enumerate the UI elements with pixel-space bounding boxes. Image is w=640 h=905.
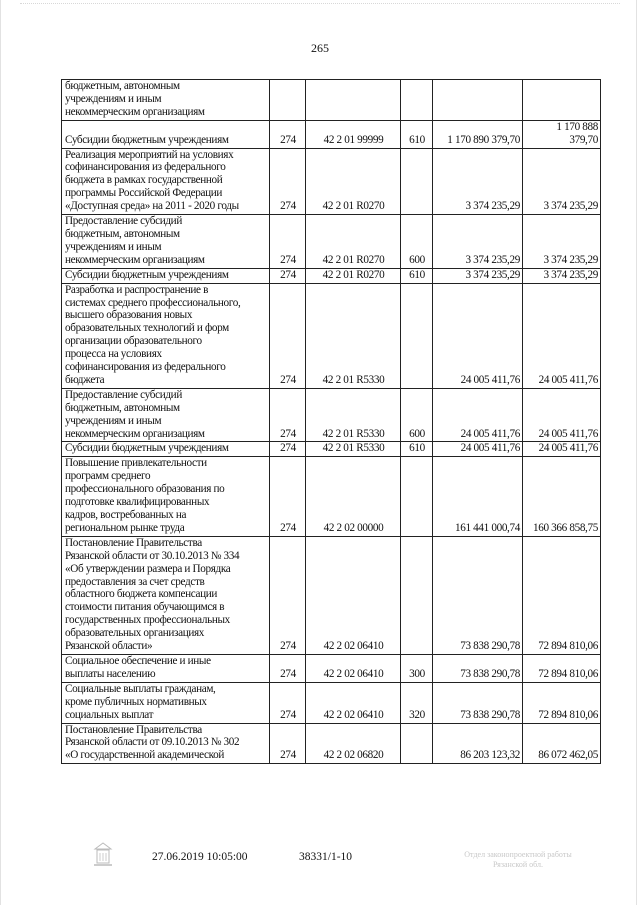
description-line: софинансирования из федерального (65, 161, 226, 174)
description-line: процесса на условиях (65, 348, 162, 361)
amount-approved-cell: 24 005 411,76 (433, 442, 523, 457)
description-line: Рязанской области от 30.10.2013 № 334 (65, 549, 240, 562)
description-line: государственных профессиональных (65, 614, 230, 627)
description-line: «О государственной академической (65, 749, 225, 762)
description-line: образовательных организациях (65, 627, 205, 640)
amount-executed-cell: 3 374 235,29 (523, 268, 601, 283)
expense-type-cell (401, 457, 433, 536)
amount-approved-cell (433, 80, 523, 121)
amount-executed-cell: 72 894 810,06 (523, 654, 601, 682)
ministry-code-cell: 274 (270, 654, 306, 682)
description-line: Предоставление субсидий (65, 215, 182, 228)
footer-faint-line: Отдел законопроектной работы (464, 850, 572, 859)
description-line: Рязанской области от 09.10.2013 № 302 (65, 736, 240, 749)
ministry-code-cell: 274 (270, 268, 306, 283)
amount-approved-cell: 86 203 123,32 (433, 723, 523, 764)
description-line: областного бюджета компенсации (65, 588, 217, 601)
expense-type-cell (401, 723, 433, 764)
table-row (62, 215, 601, 269)
amount-approved-cell: 3 374 235,29 (433, 148, 523, 215)
row-description (62, 536, 270, 654)
description-line: образовательных технологий и форм (65, 322, 229, 335)
description-line: некоммерческим организациям (65, 105, 205, 118)
amount-executed-cell: 72 894 810,06 (523, 682, 601, 723)
row-description (62, 457, 270, 536)
description-line: Субсидии бюджетным учреждениям (65, 133, 229, 146)
amount-approved-cell: 3 374 235,29 (433, 215, 523, 269)
amount-executed-cell: 72 894 810,06 (523, 536, 601, 654)
description-line: «Доступная среда» на 2011 - 2020 годы (65, 200, 239, 213)
table-row (62, 148, 601, 215)
row-description (62, 268, 270, 283)
row-description (62, 283, 270, 388)
description-line: Реализация мероприятий на условиях (65, 148, 234, 161)
target-article-cell: 42 2 02 06410 (306, 536, 401, 654)
table-row (62, 654, 601, 682)
target-article-cell: 42 2 01 R0270 (306, 148, 401, 215)
description-line: Предоставление субсидий (65, 388, 182, 401)
ministry-code-cell: 274 (270, 442, 306, 457)
ministry-code-cell: 274 (270, 120, 306, 148)
description-line: системах среднего профессионального, (65, 296, 241, 309)
table-row (62, 388, 601, 442)
table-row (62, 723, 601, 764)
page-left-edge (0, 0, 1, 905)
amount-executed-cell (523, 80, 601, 121)
amount-executed-cell: 24 005 411,76 (523, 388, 601, 442)
description-line: кадров, востребованных на (65, 509, 187, 521)
footer-doc-number: 38331/1-10 (299, 851, 353, 863)
row-description (62, 682, 270, 723)
ministry-code-cell: 274 (270, 682, 306, 723)
row-description (62, 215, 270, 269)
expense-type-cell: 320 (401, 682, 433, 723)
amount-approved-cell: 161 441 000,74 (433, 457, 523, 536)
budget-table (61, 79, 601, 764)
description-line: учреждениям и иным (65, 240, 162, 253)
expense-type-cell: 610 (401, 268, 433, 283)
ministry-code-cell: 274 (270, 536, 306, 654)
row-description (62, 120, 270, 148)
table-row (62, 120, 601, 148)
table-row (62, 80, 601, 121)
row-description (62, 80, 270, 121)
amount-executed-cell: 1 170 888 379,70 (523, 120, 601, 148)
amount-approved-cell: 1 170 890 379,70 (433, 120, 523, 148)
table-row (62, 442, 601, 457)
description-line: бюджета в рамках государственной (65, 174, 223, 187)
expense-type-cell (401, 536, 433, 654)
description-line: некоммерческим организациям (65, 427, 205, 440)
description-line: Социальные выплаты гражданам, (65, 682, 216, 695)
description-line: Рязанской области» (65, 640, 153, 653)
expense-type-cell (401, 80, 433, 121)
description-line: «Об утверждении размера и Порядка (65, 562, 231, 575)
description-line: Социальное обеспечение и иные (65, 654, 211, 667)
amount-approved-cell: 73 838 290,78 (433, 654, 523, 682)
amount-executed-cell: 86 072 462,05 (523, 723, 601, 764)
footer-faint-line: Рязанской обл. (493, 860, 543, 869)
expense-type-cell: 610 (401, 120, 433, 148)
description-line: профессионального образования по (65, 483, 225, 496)
row-description (62, 654, 270, 682)
description-line: учреждениям и иным (65, 92, 162, 105)
description-line: предоставления за счет средств (65, 575, 205, 588)
scan-top-speckle (20, 3, 620, 5)
ministry-code-cell: 274 (270, 215, 306, 269)
amount-approved-cell: 73 838 290,78 (433, 536, 523, 654)
ministry-code-cell: 274 (270, 457, 306, 536)
target-article-cell: 42 2 01 R0270 (306, 215, 401, 269)
description-line: Разработка и распространение в (65, 283, 209, 296)
description-line: высшего образования новых (65, 309, 193, 322)
amount-executed-cell: 160 366 858,75 (523, 457, 601, 536)
footer-faint-stamp (458, 850, 578, 870)
table-row (62, 682, 601, 723)
description-line: Повышение привлекательности (65, 457, 207, 470)
target-article-cell: 42 2 02 00000 (306, 457, 401, 536)
page-number: 265 (311, 41, 329, 55)
description-line: софинансирования из федерального (65, 361, 226, 374)
target-article-cell: 42 2 02 06820 (306, 723, 401, 764)
budget-table-body (62, 80, 601, 764)
table-row (62, 536, 601, 654)
document-stamp-icon (91, 840, 115, 870)
amount-approved-cell: 24 005 411,76 (433, 283, 523, 388)
table-row (62, 283, 601, 388)
description-line: бюджетным, автономным (65, 227, 180, 240)
row-description (62, 723, 270, 764)
footer-date: 27.06.2019 10:05:00 (152, 851, 248, 863)
description-line: кроме публичных нормативных (65, 695, 207, 708)
row-description (62, 148, 270, 215)
description-line: Субсидии бюджетным учреждениям (65, 268, 229, 281)
description-line: программ среднего (65, 470, 151, 483)
description-line: бюджетным, автономным (65, 401, 180, 414)
description-line: стоимости питания обучающимся в (65, 601, 225, 614)
amount-approved-cell: 73 838 290,78 (433, 682, 523, 723)
amount-approved-cell: 3 374 235,29 (433, 268, 523, 283)
description-line: некоммерческим организациям (65, 253, 205, 266)
row-description (62, 388, 270, 442)
table-row (62, 268, 601, 283)
description-line: Постановление Правительства (65, 536, 202, 549)
description-line: бюджета (65, 373, 105, 386)
target-article-cell: 42 2 02 06410 (306, 654, 401, 682)
ministry-code-cell: 274 (270, 388, 306, 442)
expense-type-cell: 300 (401, 654, 433, 682)
description-line: выплаты населению (65, 667, 156, 680)
table-row (62, 457, 601, 536)
description-line: социальных выплат (65, 708, 154, 721)
expense-type-cell: 610 (401, 442, 433, 457)
target-article-cell: 42 2 01 R5330 (306, 388, 401, 442)
target-article-cell: 42 2 01 R0270 (306, 268, 401, 283)
expense-type-cell: 600 (401, 215, 433, 269)
amount-executed-cell: 24 005 411,76 (523, 283, 601, 388)
ministry-code-cell: 274 (270, 148, 306, 215)
description-line: Субсидии бюджетным учреждениям (65, 442, 229, 455)
ministry-code-cell (270, 80, 306, 121)
description-line: Постановление Правительства (65, 723, 202, 736)
row-description (62, 442, 270, 457)
amount-executed-cell: 3 374 235,29 (523, 148, 601, 215)
description-line: организации образовательного (65, 335, 202, 348)
description-line: программы Российской Федерации (65, 187, 223, 200)
description-line: региональном рынке труда (65, 521, 185, 534)
description-line: подготовке квалифицированных (65, 496, 210, 509)
amount-executed-cell: 24 005 411,76 (523, 442, 601, 457)
target-article-cell (306, 80, 401, 121)
ministry-code-cell: 274 (270, 283, 306, 388)
expense-type-cell: 600 (401, 388, 433, 442)
description-line: бюджетным, автономным (65, 80, 180, 92)
amount-executed-cell: 3 374 235,29 (523, 215, 601, 269)
ministry-code-cell: 274 (270, 723, 306, 764)
target-article-cell: 42 2 01 R5330 (306, 442, 401, 457)
target-article-cell: 42 2 01 99999 (306, 120, 401, 148)
expense-type-cell (401, 283, 433, 388)
target-article-cell: 42 2 02 06410 (306, 682, 401, 723)
expense-type-cell (401, 148, 433, 215)
description-line: учреждениям и иным (65, 414, 162, 427)
target-article-cell: 42 2 01 R5330 (306, 283, 401, 388)
amount-approved-cell: 24 005 411,76 (433, 388, 523, 442)
page-right-edge (636, 0, 637, 905)
